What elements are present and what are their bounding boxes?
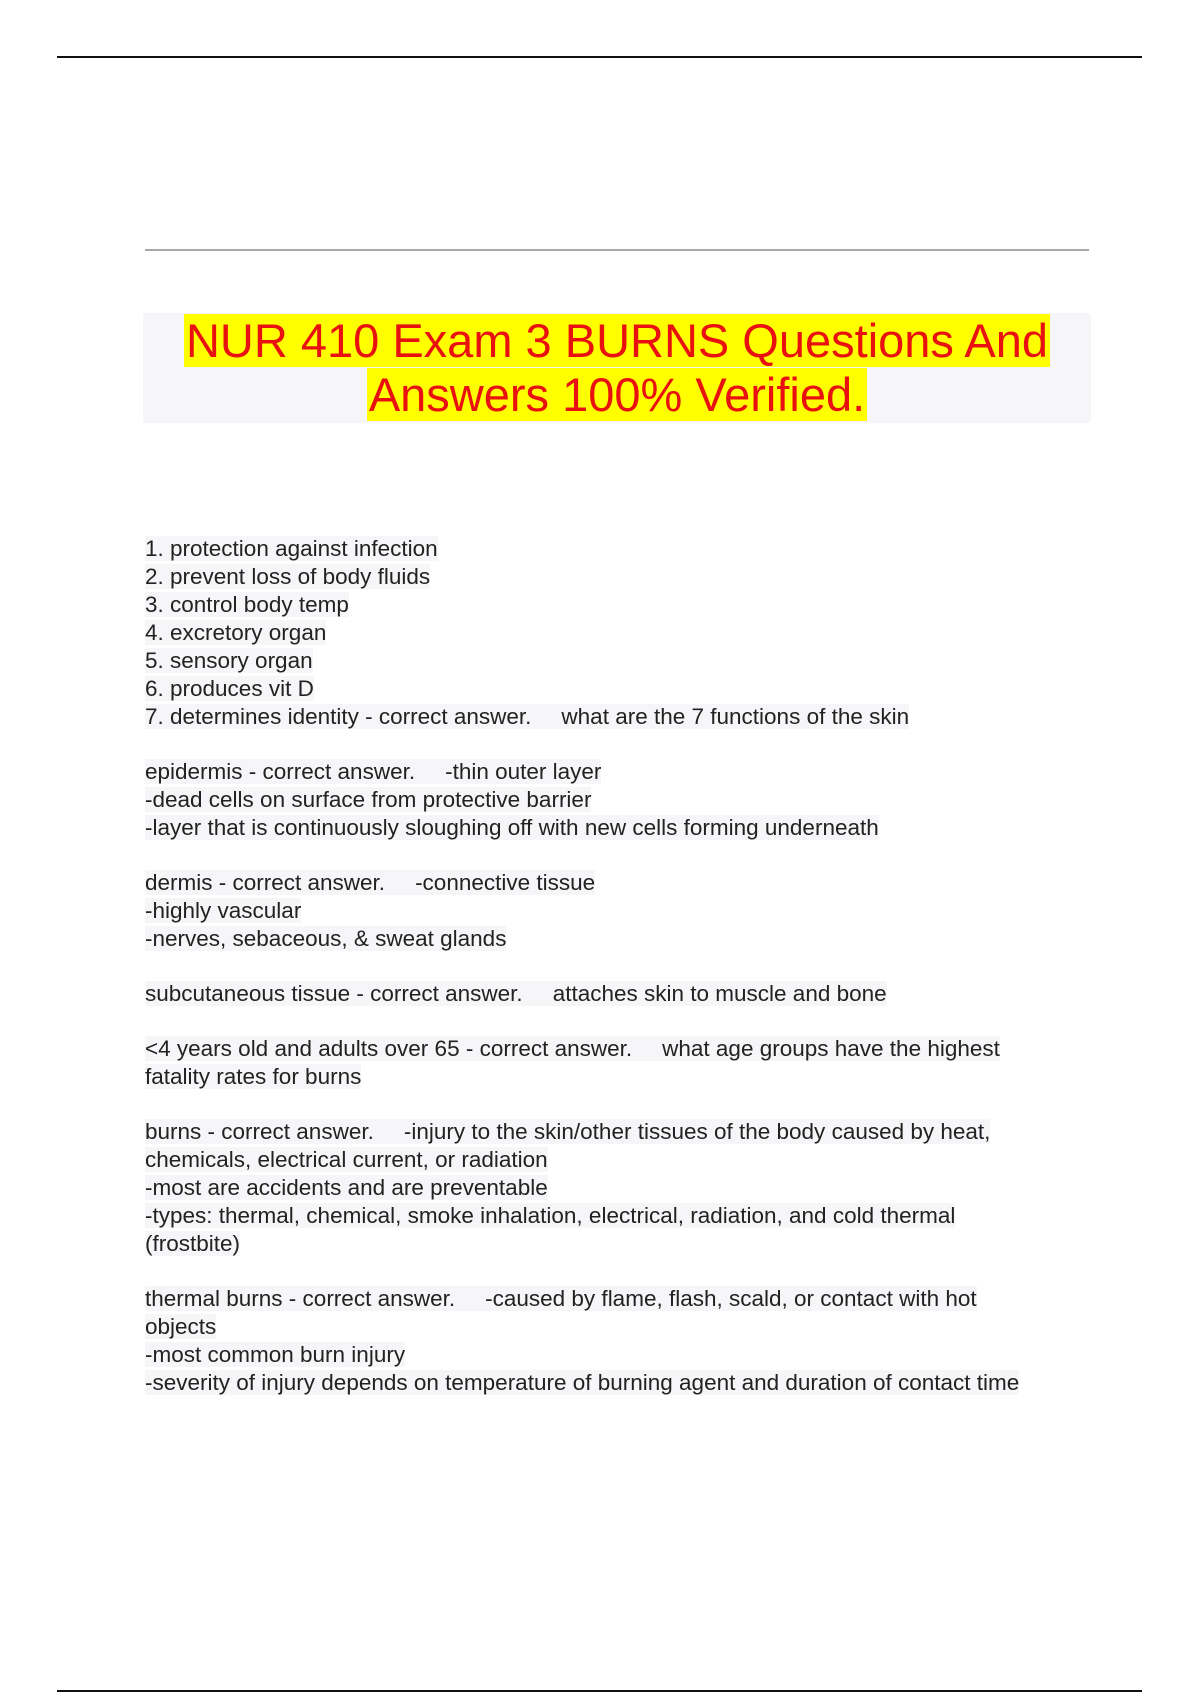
header-rule bbox=[145, 249, 1089, 251]
card-line: -nerves, sebaceous, & sweat glands bbox=[145, 926, 507, 951]
card-term: 7. determines identity - correct answer. bbox=[145, 704, 532, 729]
card-line: -most are accidents and are preventable bbox=[145, 1175, 548, 1200]
card-line: -layer that is continuously sloughing off with new cells forming underneath bbox=[145, 815, 879, 840]
title-line-1: NUR 410 Exam 3 BURNS Questions And bbox=[185, 314, 1049, 367]
flashcard-list bbox=[145, 535, 1105, 1397]
card-term-line bbox=[145, 1118, 1105, 1146]
card-line: objects bbox=[145, 1314, 217, 1339]
card-definition: -injury to the skin/other tissues of the body caused by heat, bbox=[403, 1119, 991, 1144]
card-definition: what are the 7 functions of the skin bbox=[561, 704, 910, 729]
flashcard-epidermis bbox=[145, 758, 1105, 842]
card-line: 1. protection against infection bbox=[145, 536, 438, 561]
flashcard-subcutaneous bbox=[145, 980, 1105, 1008]
card-line: 5. sensory organ bbox=[145, 648, 313, 673]
card-line: -dead cells on surface from protective barrier bbox=[145, 787, 592, 812]
card-definition: -caused by flame, flash, scald, or contact with hot bbox=[485, 1286, 977, 1311]
card-line: 6. produces vit D bbox=[145, 676, 314, 701]
card-definition: -thin outer layer bbox=[445, 759, 602, 784]
card-term: dermis - correct answer. bbox=[145, 870, 386, 895]
card-definition: -connective tissue bbox=[415, 870, 596, 895]
card-term: epidermis - correct answer. bbox=[145, 759, 416, 784]
card-line: chemicals, electrical current, or radiation bbox=[145, 1147, 548, 1172]
flashcard-thermal-burns bbox=[145, 1285, 1105, 1397]
card-term-line bbox=[145, 1285, 1105, 1313]
flashcard-dermis bbox=[145, 869, 1105, 953]
card-definition: what age groups have the highest bbox=[662, 1036, 1000, 1061]
card-term: <4 years old and adults over 65 - correct answer. bbox=[145, 1036, 633, 1061]
card-term-line bbox=[145, 1035, 1105, 1063]
card-line: 2. prevent loss of body fluids bbox=[145, 564, 431, 589]
flashcard-functions bbox=[145, 535, 1105, 731]
card-line: 3. control body temp bbox=[145, 592, 349, 617]
card-term-line bbox=[145, 758, 1105, 786]
card-line: -types: thermal, chemical, smoke inhalation, electrical, radiation, and cold thermal bbox=[145, 1203, 956, 1228]
card-term: subcutaneous tissue - correct answer. bbox=[145, 981, 523, 1006]
card-line: (frostbite) bbox=[145, 1231, 241, 1256]
card-term-line bbox=[145, 869, 1105, 897]
page-bottom-rule bbox=[57, 1690, 1142, 1692]
page-top-rule bbox=[57, 56, 1142, 58]
flashcard-age-groups bbox=[145, 1035, 1105, 1091]
title-box bbox=[143, 313, 1091, 423]
flashcard-burns bbox=[145, 1118, 1105, 1258]
card-definition: attaches skin to muscle and bone bbox=[552, 981, 887, 1006]
card-term: thermal burns - correct answer. bbox=[145, 1286, 456, 1311]
card-line: -most common burn injury bbox=[145, 1342, 406, 1367]
card-term-line bbox=[145, 703, 1105, 731]
card-line: -severity of injury depends on temperature of burning agent and duration of contact time bbox=[145, 1370, 1020, 1395]
card-line: 4. excretory organ bbox=[145, 620, 327, 645]
title-line-2: Answers 100% Verified. bbox=[368, 368, 866, 421]
card-term: burns - correct answer. bbox=[145, 1119, 374, 1144]
card-term-line bbox=[145, 980, 1105, 1008]
card-line: fatality rates for burns bbox=[145, 1064, 362, 1089]
card-line: -highly vascular bbox=[145, 898, 302, 923]
